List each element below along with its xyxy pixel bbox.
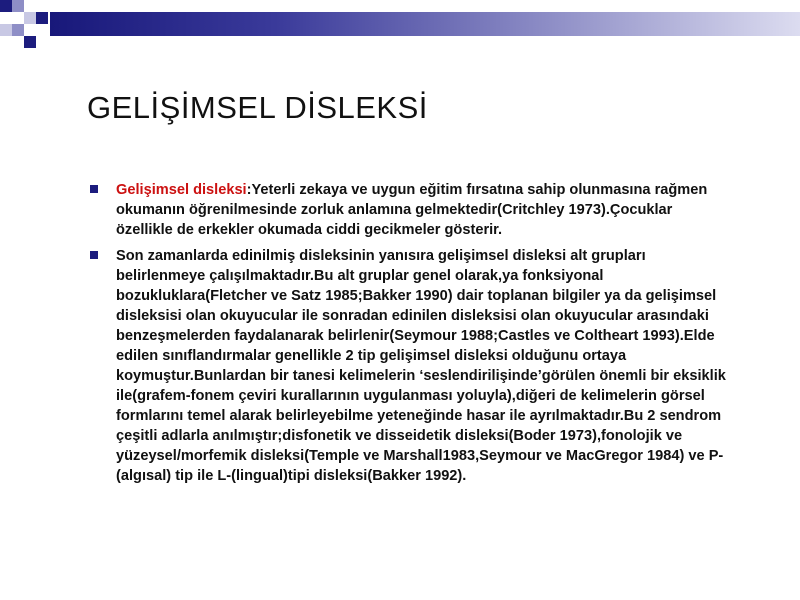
decor-square [0, 24, 12, 36]
header-gradient-bar [50, 12, 800, 36]
decor-square [12, 24, 24, 36]
bullet-text: :Yeterli zekaya ve uygun eğitim fırsatına sahip olunmasına rağmen okumanın öğrenilmesinde zorluk anlamına gelmektedir(Critchley 1973).Çocuklar özellikle de erkekler okumada ciddi gecikmeler gösterir. [116, 182, 708, 238]
bullet-list [90, 180, 730, 492]
slide-title: GELİŞİMSEL DİSLEKSİ [87, 90, 428, 125]
bullet-item [90, 180, 730, 240]
square-bullet-icon [90, 251, 98, 259]
bullet-item [90, 246, 730, 486]
square-bullet-icon [90, 185, 98, 193]
decor-square [24, 36, 36, 48]
decor-square [0, 0, 12, 12]
bullet-term: Gelişimsel disleksi [116, 182, 247, 198]
decor-square [12, 0, 24, 12]
decorative-header-banner [0, 0, 800, 40]
bullet-text: Son zamanlarda edinilmiş disleksinin yanısıra gelişimsel disleksi alt grupları belirlenmeye çalışılmaktadır.Bu alt gruplar genel olarak,ya fonksiyonal bozukluklara(Fletcher ve Satz 1985;Bakker 1990) dair toplanan bilgiler ya da gelişimsel disleksisi olan okuyucular ile sonradan edinilen disleksisi olan okuyucular arasındaki benzeşmelerden faydalanarak belirlenir(Seymour 1988;Castles ve Coltheart 1993).Elde edilen sınıflandırmalar genellikle 2 tip gelişimsel disleksi olduğunu ortaya koymuştur.Bunlardan bir tanesi kelimelerin ‘seslendirilişinde’görülen önemli bir eksiklik ile(grafem-fonem çeviri kurallarının uygulanması yoluyla),diğeri de kelimelerin görsel formlarını temel alarak belirleyebilme yeteneğinde hasar ile ayrılmaktadır.Bu 2 sendrom çeşitli adlarla anılmıştır;disfonetik ve disseidetik disleksi(Boder 1973),fonolojik ve yüzeysel/morfemik disleksi(Temple ve Marshall1983,Seymour ve MacGregor 1984) ve P-(algısal) tip ile L-(lingual)tipi disleksi(Bakker 1992). [116, 248, 726, 484]
decor-square [36, 12, 48, 24]
decor-square [24, 12, 36, 24]
